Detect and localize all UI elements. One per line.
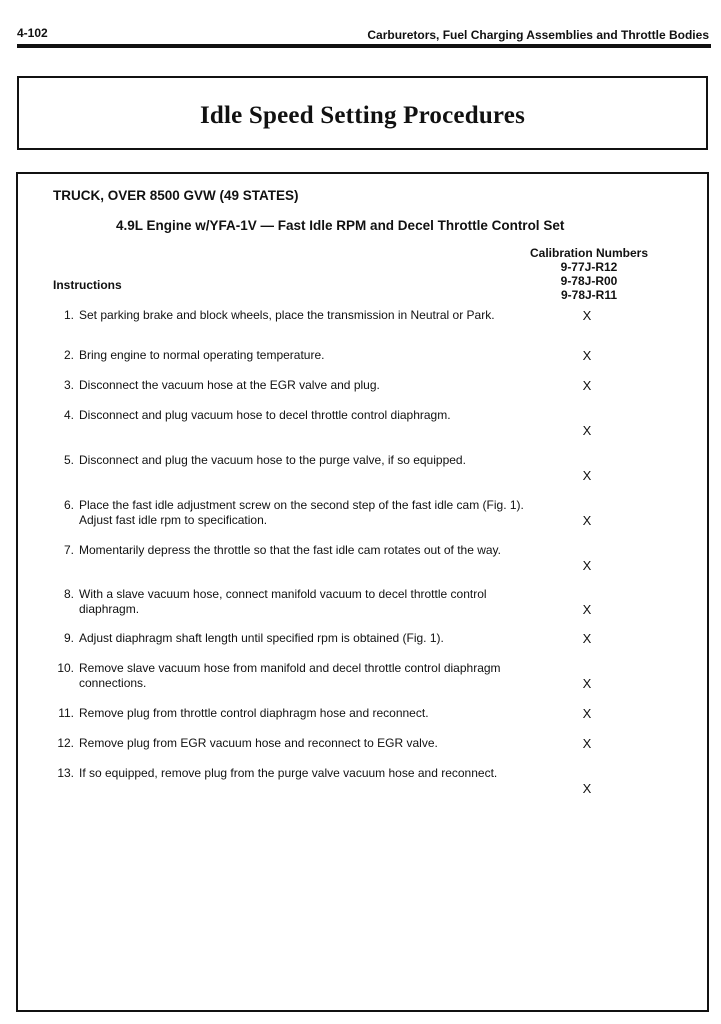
step-number: 5. xyxy=(63,453,74,467)
applies-mark: X xyxy=(582,348,592,363)
applies-mark: X xyxy=(582,706,592,721)
step-text: Place the fast idle adjustment screw on the second step of the fast idle cam (Fig. 1). Adjust fast idle rpm to specification. xyxy=(79,498,524,527)
step-text: With a slave vacuum hose, connect manifold vacuum to decel throttle control diaphragm. xyxy=(79,587,487,616)
step-number: 3. xyxy=(63,378,74,392)
section-heading: TRUCK, OVER 8500 GVW (49 STATES) xyxy=(53,188,299,203)
step-number: 6. xyxy=(63,498,74,512)
step-number: 7. xyxy=(63,543,74,557)
step-number: 1. xyxy=(63,308,74,322)
step-text: Bring engine to normal operating temperature. xyxy=(79,348,325,362)
calibration-number: 9-78J-R11 xyxy=(560,288,618,302)
step-number: 2. xyxy=(63,348,74,362)
step-text: Disconnect and plug the vacuum hose to the purge valve, if so equipped. xyxy=(79,453,466,467)
page-number: 4-102 xyxy=(17,26,48,40)
calibration-number: 9-78J-R00 xyxy=(560,274,618,288)
step-text: Disconnect the vacuum hose at the EGR valve and plug. xyxy=(79,378,380,392)
applies-mark: X xyxy=(582,676,592,691)
procedure-subheading: 4.9L Engine w/YFA-1V — Fast Idle RPM and Decel Throttle Control Set xyxy=(116,218,565,233)
applies-mark: X xyxy=(582,513,592,528)
applies-mark: X xyxy=(582,378,592,393)
step-number: 8. xyxy=(63,587,74,601)
step-text: Remove plug from throttle control diaphragm hose and reconnect. xyxy=(79,706,429,720)
step-number: 11. xyxy=(58,706,74,720)
applies-mark: X xyxy=(582,558,592,573)
applies-mark: X xyxy=(582,423,592,438)
applies-mark: X xyxy=(582,468,592,483)
step-text: Remove slave vacuum hose from manifold and decel throttle control diaphragm connections. xyxy=(79,661,501,690)
step-number: 4. xyxy=(63,408,74,422)
step-number: 9. xyxy=(63,631,74,645)
step-text: Momentarily depress the throttle so that the fast idle cam rotates out of the way. xyxy=(79,543,501,557)
applies-mark: X xyxy=(582,736,592,751)
calibration-label: Calibration Numbers xyxy=(529,246,649,260)
applies-mark: X xyxy=(582,631,592,646)
procedure-box xyxy=(16,172,709,1012)
step-number: 12. xyxy=(57,736,74,750)
step-text: Set parking brake and block wheels, place the transmission in Neutral or Park. xyxy=(79,308,495,322)
applies-mark: X xyxy=(582,781,592,796)
step-number: 10. xyxy=(57,661,74,675)
step-text: If so equipped, remove plug from the purge valve vacuum hose and reconnect. xyxy=(79,766,498,780)
running-head: Carburetors, Fuel Charging Assemblies and Throttle Bodies xyxy=(367,28,709,42)
header-rule xyxy=(17,44,711,48)
page-header xyxy=(17,24,709,46)
step-text: Disconnect and plug vacuum hose to decel throttle control diaphragm. xyxy=(79,408,451,422)
step-text: Adjust diaphragm shaft length until specified rpm is obtained (Fig. 1). xyxy=(79,631,444,645)
title-box xyxy=(17,76,708,150)
page-title: Idle Speed Setting Procedures xyxy=(199,102,525,129)
step-text: Remove plug from EGR vacuum hose and reconnect to EGR valve. xyxy=(79,736,438,750)
calibration-number: 9-77J-R12 xyxy=(560,260,618,274)
calibration-header xyxy=(509,246,669,302)
instructions-label: Instructions xyxy=(53,278,122,292)
applies-mark: X xyxy=(582,308,592,323)
applies-mark: X xyxy=(582,602,592,617)
step-number: 13. xyxy=(57,766,74,780)
